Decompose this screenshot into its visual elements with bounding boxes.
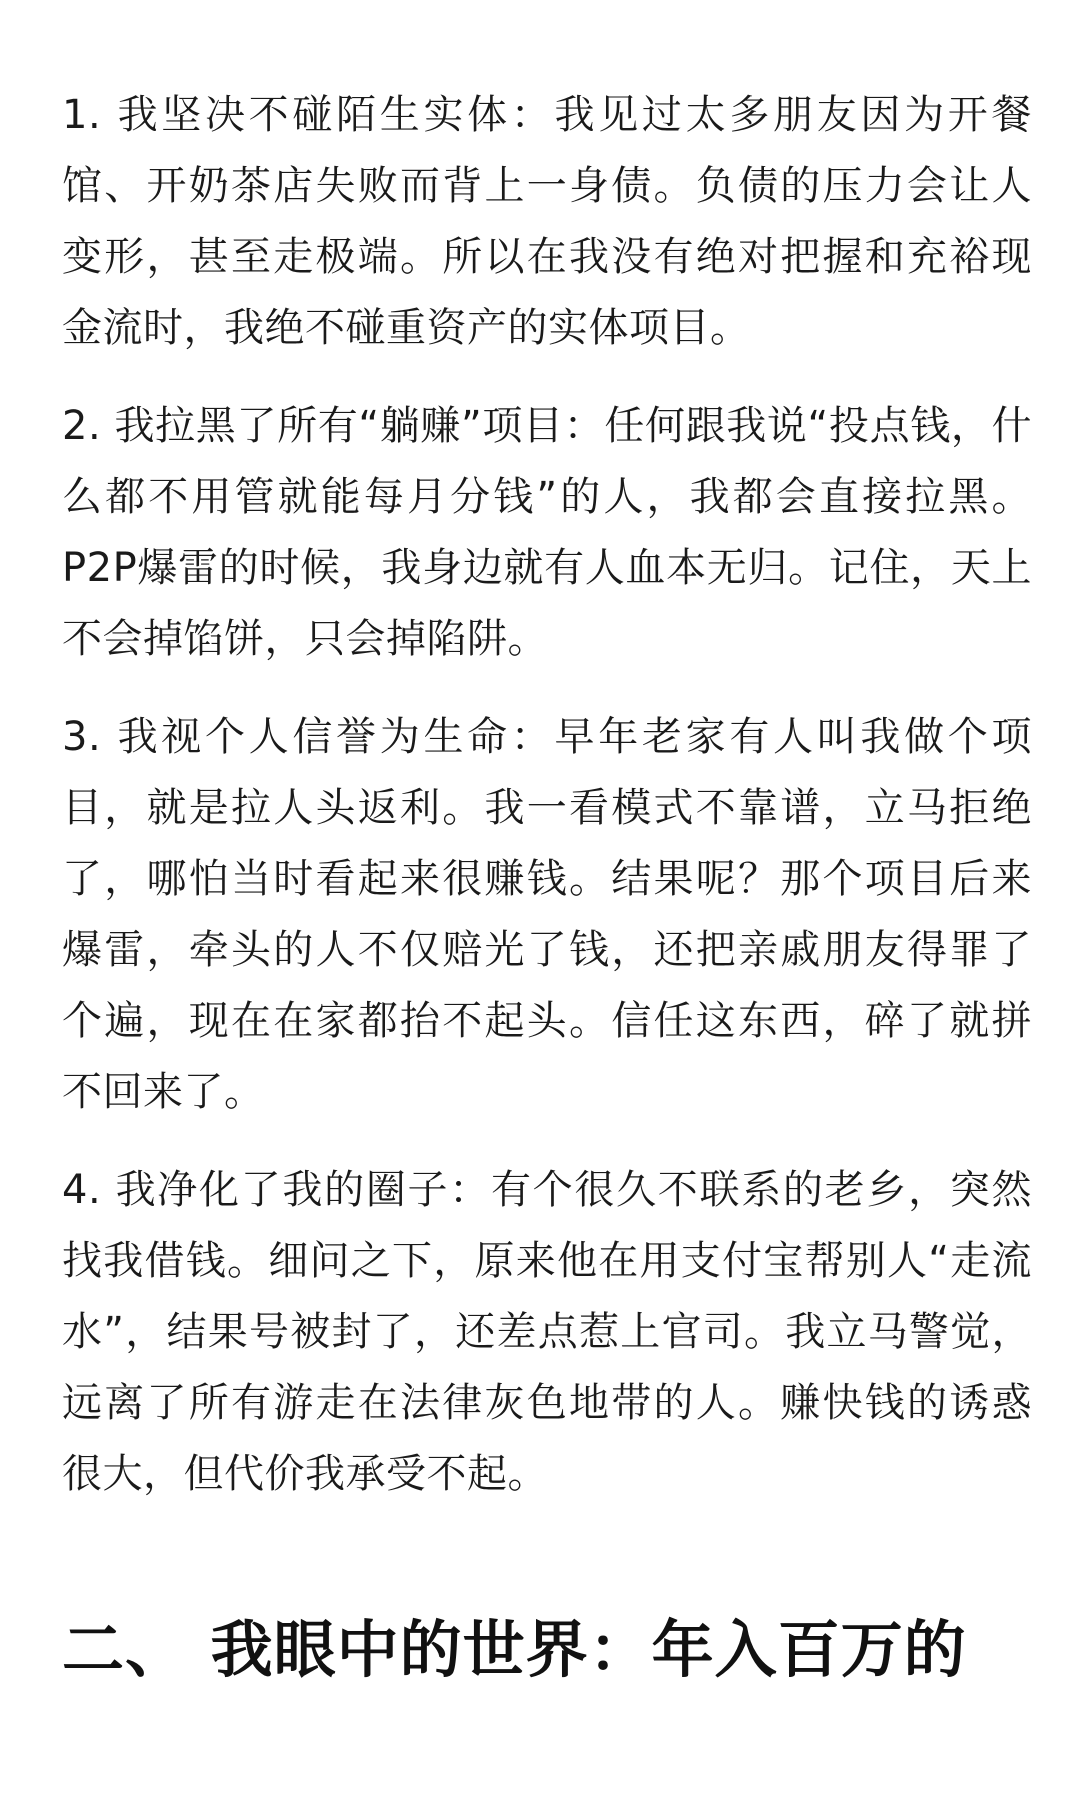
paragraph-1: 1. 我坚决不碰陌生实体：我见过太多朋友因为开餐馆、开奶茶店失败而背上一身债。负债的压力会让人变形，甚至走极端。所以在我没有绝对把握和充裕现金流时，我绝不碰重资产的实体项目。 — [62, 92, 1032, 351]
paragraph-3: 3. 我视个人信誉为生命：早年老家有人叫我做个项目，就是拉人头返利。我一看模式不靠谱，立马拒绝了，哪怕当时看起来很赚钱。结果呢？那个项目后来爆雷，牵头的人不仅赔光了钱，还把亲戚朋友得罪了个遍，现在在家都抬不起头。信任这东西，碎了就拼不回来了。 — [62, 714, 1032, 1115]
paragraph-4: 4. 我净化了我的圈子：有个很久不联系的老乡，突然找我借钱。细问之下，原来他在用支付宝帮别人“走流水”，结果号被封了，还差点惹上官司。我立马警觉，远离了所有游走在法律灰色地带的人。赚快钱的诱惑很大，但代价我承受不起。 — [62, 1167, 1032, 1497]
article-body — [62, 80, 1032, 1510]
section-heading: 二、 我眼中的世界：年入百万的 — [62, 1613, 967, 1686]
paragraph-2: 2. 我拉黑了所有“躺赚”项目：任何跟我说“投点钱，什么都不用管就能每月分钱”的人，我都会直接拉黑。P2P爆雷的时候，我身边就有人血本无归。记住，天上不会掉馅饼，只会掉陷阱。 — [62, 403, 1032, 662]
